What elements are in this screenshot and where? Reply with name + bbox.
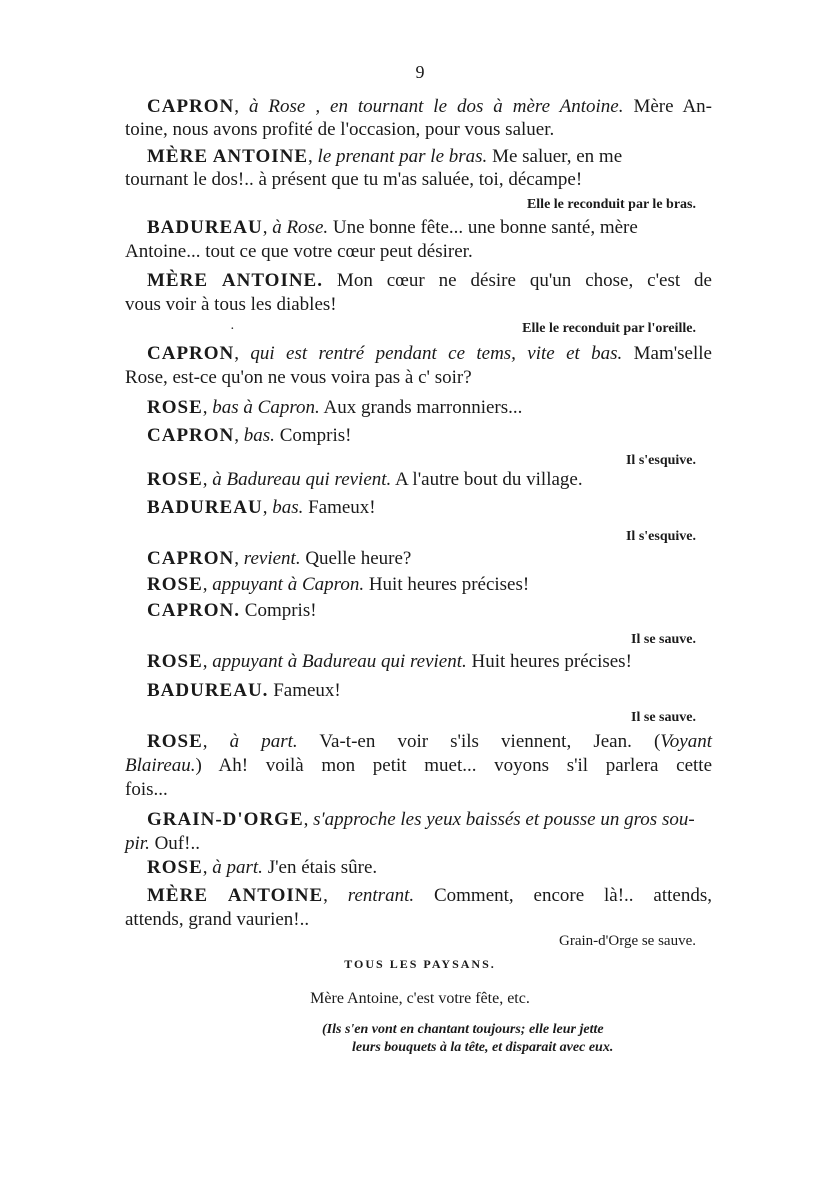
stage-direction: Il s'esquive.	[625, 529, 696, 544]
text-line	[147, 857, 377, 879]
dialogue-text: J'en étais sûre.	[262, 857, 378, 878]
stage-note: le prenant par le bras.	[317, 146, 488, 167]
text-line	[125, 367, 472, 389]
song-line: Mère Antoine, c'est votre fête, etc.	[310, 990, 530, 1007]
text-line	[125, 241, 473, 263]
text-line	[147, 343, 712, 365]
dialogue-text: Une bonne fête... une bonne santé, mère	[328, 217, 638, 238]
text-line	[125, 294, 337, 316]
dialogue-text: toine, nous avons profité de l'occasion, pour vous saluer.	[125, 119, 555, 140]
stage-note: bas à Capron.	[212, 397, 320, 418]
dialogue-text: Rose, est-ce qu'on ne vous voira pas à c' soir?	[125, 367, 472, 388]
stage-note: revient.	[243, 548, 301, 569]
dialogue-text: Huit heures précises!	[364, 574, 530, 595]
text-line	[147, 731, 712, 753]
dialogue-text: Aux grands marronniers...	[319, 397, 523, 418]
speaker-name: BADUREAU	[147, 217, 263, 238]
separator: ,	[303, 809, 314, 830]
stage-direction: Elle le reconduit par le bras.	[526, 197, 696, 212]
separator: ,	[234, 548, 244, 569]
page-number: 9	[415, 62, 425, 82]
stage-note: à part.	[212, 857, 263, 878]
speaker-name: ROSE	[147, 731, 203, 752]
separator: ,	[202, 857, 213, 878]
dialogue-text: ) Ah! voilà mon petit muet... voyons s'il parlera cette	[195, 755, 712, 776]
stage-direction: Il se sauve.	[631, 710, 696, 725]
separator: ,	[262, 497, 273, 518]
speaker-name: CAPRON	[147, 343, 235, 364]
speaker-name: ROSE	[147, 651, 203, 672]
text-line	[147, 270, 712, 292]
dialogue-text: attends, grand vaurien!..	[125, 909, 310, 930]
stage-note: bas.	[243, 425, 275, 446]
dialogue-text: tournant le dos!.. à présent que tu m'as saluée, toi, décampe!	[125, 169, 583, 190]
speaker-name: GRAIN-D'ORGE	[147, 809, 304, 830]
stage-note: à part.	[229, 731, 298, 752]
text-line	[147, 146, 622, 168]
dialogue-text: Comment, encore là!.. attends,	[414, 885, 712, 906]
speaker-name: BADUREAU.	[147, 680, 269, 701]
speaker-name: MÈRE ANTOINE	[147, 885, 324, 906]
dialogue-text: Antoine... tout ce que votre cœur peut désirer.	[125, 241, 473, 262]
dialogue-text: Compris!	[274, 425, 352, 446]
dialogue-text: Quelle heure?	[300, 548, 412, 569]
separator: ,	[234, 343, 251, 364]
separator: ,	[308, 146, 318, 167]
dialogue-text: Mam'selle	[622, 343, 712, 364]
stage-direction: Il se sauve.	[631, 632, 696, 647]
stage-note: Blaireau.	[125, 755, 196, 776]
separator: ,	[202, 651, 213, 672]
stage-note: appuyant à Badureau qui revient.	[212, 651, 467, 672]
text-line	[147, 217, 638, 239]
dialogue-text: Mère An-	[623, 96, 712, 117]
separator: ,	[202, 731, 230, 752]
stray-mark: ·	[230, 322, 235, 337]
stage-direction: Il s'esquive.	[625, 453, 696, 468]
text-line	[147, 885, 712, 907]
song-title: TOUS LES PAYSANS.	[344, 957, 496, 971]
dialogue-text: fois...	[125, 779, 168, 800]
text-line	[147, 425, 351, 447]
text-line	[147, 497, 376, 519]
dialogue-text: Ouf!..	[149, 833, 200, 854]
dialogue-text: Compris!	[240, 600, 317, 621]
stage-note: s'approche les yeux baissés et pousse un gros sou-	[313, 809, 695, 830]
dialogue-text: Fameux!	[268, 680, 341, 701]
text-line	[147, 680, 341, 702]
dialogue-text: A l'autre bout du village.	[391, 469, 583, 490]
stage-note: appuyant à Capron.	[212, 574, 365, 595]
separator: ,	[234, 425, 244, 446]
stage-note: bas.	[272, 497, 304, 518]
text-line	[147, 548, 411, 570]
stage-note: Voyant	[660, 731, 712, 752]
text-line	[147, 397, 522, 419]
speaker-name: MÈRE ANTOINE.	[147, 270, 323, 291]
speaker-name: ROSE	[147, 397, 203, 418]
separator: ,	[202, 469, 213, 490]
stage-note: pir.	[125, 833, 150, 854]
separator: ,	[234, 96, 249, 117]
text-line	[147, 809, 695, 831]
speaker-name: BADUREAU	[147, 497, 263, 518]
stage-note: à Badureau qui revient.	[212, 469, 392, 490]
dialogue-text: Huit heures précises!	[466, 651, 632, 672]
stage-note: à Rose , en tournant le dos à mère Antoine.	[248, 96, 624, 117]
separator: ,	[262, 217, 273, 238]
speaker-name: CAPRON	[147, 548, 235, 569]
dialogue-text: vous voir à tous les diables!	[125, 294, 337, 315]
final-direction-line: leurs bouquets à la tête, et disparait avec eux.	[352, 1040, 614, 1055]
text-line	[125, 755, 712, 777]
separator: ,	[323, 885, 348, 906]
dialogue-text: Va-t-en voir s'ils viennent, Jean. (	[297, 731, 661, 752]
speaker-name: ROSE	[147, 574, 203, 595]
text-line	[147, 469, 583, 491]
dialogue-text: Me saluer, en me	[487, 146, 623, 167]
text-line	[147, 651, 632, 673]
stage-direction: Elle le reconduit par l'oreille.	[522, 321, 696, 336]
text-line	[147, 96, 712, 118]
dialogue-text: Fameux!	[303, 497, 376, 518]
speaker-name: ROSE	[147, 469, 203, 490]
text-line	[147, 600, 317, 622]
stage-direction: Grain-d'Orge se sauve.	[559, 933, 696, 949]
stage-note: rentrant.	[347, 885, 415, 906]
stage-note: qui est rentré pendant ce tems, vite et bas.	[250, 343, 623, 364]
final-direction-line: (Ils s'en vont en chantant toujours; elle leur jette	[322, 1022, 604, 1037]
text-line	[147, 574, 529, 596]
speaker-name: CAPRON	[147, 425, 235, 446]
speaker-name: ROSE	[147, 857, 203, 878]
dialogue-text: Mon cœur ne désire qu'un chose, c'est de	[322, 270, 712, 291]
speaker-name: MÈRE ANTOINE	[147, 146, 309, 167]
text-line	[125, 169, 582, 191]
text-line	[125, 779, 168, 801]
text-line	[125, 833, 200, 855]
speaker-name: CAPRON.	[147, 600, 241, 621]
text-line	[125, 119, 554, 141]
separator: ,	[202, 574, 213, 595]
separator: ,	[202, 397, 213, 418]
speaker-name: CAPRON	[147, 96, 235, 117]
stage-note: à Rose.	[272, 217, 329, 238]
text-line	[125, 909, 309, 931]
